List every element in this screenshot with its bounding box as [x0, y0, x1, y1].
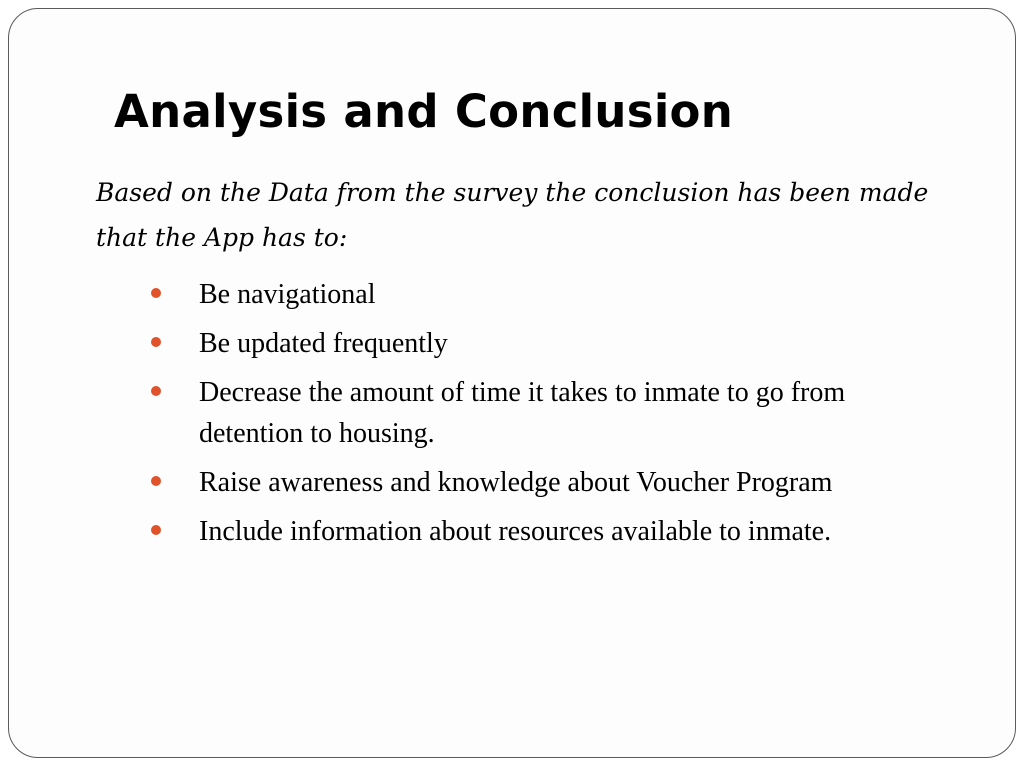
bullet-dot-icon [151, 476, 161, 486]
intro-text: Based on the Data from the survey the conclusion has been made that the App has to: [96, 178, 929, 252]
bullet-list [151, 274, 931, 560]
list-item [151, 462, 931, 503]
list-item [151, 372, 931, 454]
bullet-dot-icon [151, 386, 161, 396]
bullet-text: Raise awareness and knowledge about Voucher Program [199, 467, 833, 498]
bullet-text: Decrease the amount of time it takes to inmate to go from detention to housing. [199, 377, 846, 449]
list-item [151, 323, 931, 364]
bullet-text: Include information about resources available to inmate. [199, 516, 832, 547]
bullet-dot-icon [151, 288, 161, 298]
bullet-text: Be navigational [199, 279, 376, 310]
slide-title: Analysis and Conclusion [114, 85, 734, 138]
bullet-text: Be updated frequently [199, 328, 448, 359]
list-item [151, 274, 931, 315]
bullet-dot-icon [151, 525, 161, 535]
list-item [151, 511, 931, 552]
bullet-dot-icon [151, 337, 161, 347]
